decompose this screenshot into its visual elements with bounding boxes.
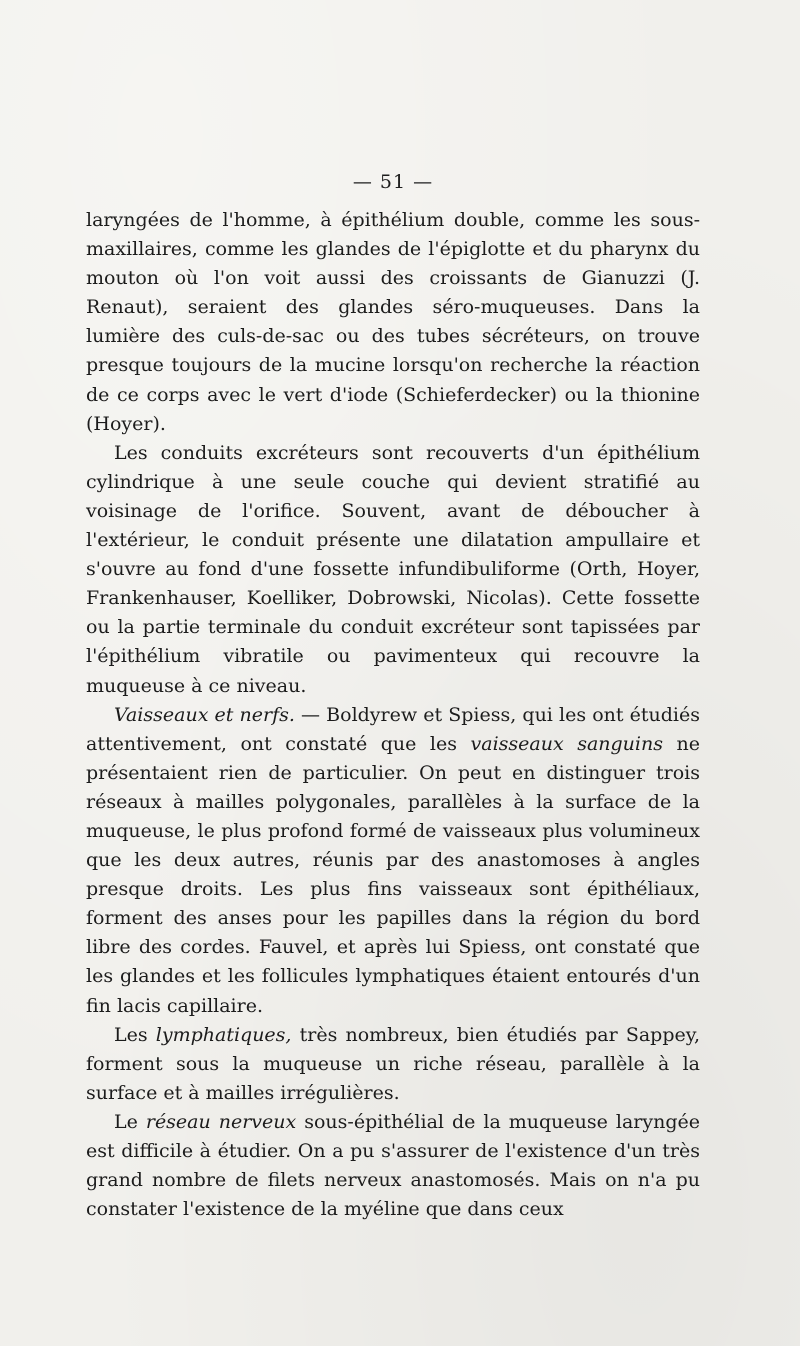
paragraph-1-text: laryngées de l'homme, à épithélium double, comme les sous-maxillaires, comme les glandes de l'épiglotte et du pharynx du mouton où l'on voit aussi des croissants de Gianuzzi (J. Renaut), seraient des glandes séro-muqueuses. Dans la lumière des culs-de-sac ou des tubes sécréteurs, on trouve presque toujours de la mucine lorsqu'on recherche la réaction de ce corps avec le vert d'iode (Schieferdecker) ou la thionine (Hoyer). bbox=[86, 209, 700, 435]
term-lymphatiques: lymphatiques, bbox=[155, 1023, 292, 1046]
paragraph-3 bbox=[86, 701, 700, 1021]
paragraph-3-text-b: ne présentaient rien de particulier. On peut en distinguer trois réseaux à mailles polygonales, parallèles à la surface de la muqueuse, le plus profond formé de vaisseaux plus volumineux que les deux autres, réunis par des anastomoses à angles presque droits. Les plus fins vaisseaux sont épithéliaux, forment des anses pour les papilles dans la région du bord libre des cordes. Fauvel, et après lui Spiess, ont constaté que les glandes et les follicules lymphatiques étaient entourés d'un fin lacis capillaire. bbox=[86, 732, 700, 1017]
paragraph-1 bbox=[86, 206, 700, 439]
paragraph-2 bbox=[86, 439, 700, 701]
paragraph-5-text-b: sous-épithélial de la muqueuse laryngée est difficile à étudier. On a pu s'assurer de l'existence d'un très grand nombre de filets nerveux anastomosés. Mais on n'a pu constater l'existence de la myéline que dans ceux bbox=[86, 1110, 700, 1221]
page-number: — 51 — bbox=[352, 171, 434, 193]
paragraph-5 bbox=[86, 1108, 700, 1224]
body-text bbox=[86, 206, 700, 1224]
paragraph-5-text-a: Le bbox=[114, 1110, 146, 1133]
paragraph-4-text-a: Les bbox=[114, 1023, 156, 1046]
paragraph-4-text-b: très nombreux, bien étudiés par Sappey, forment sous la muqueuse un riche réseau, parallèle à la surface et à mailles irrégulières. bbox=[86, 1023, 701, 1104]
section-heading-vaisseaux-et-nerfs: Vaisseaux et nerfs. bbox=[114, 703, 295, 726]
term-reseau-nerveux: réseau nerveux bbox=[145, 1110, 297, 1133]
paragraph-3-text-a: — Boldyrew et Spiess, qui les ont étudiés attentivement, ont constaté que les bbox=[86, 703, 700, 755]
document-page bbox=[86, 168, 700, 1224]
paragraph-2-text: Les conduits excréteurs sont recouverts d'un épithélium cylindrique à une seule couche qui devient stratifié au voisinage de l'orifice. Souvent, avant de déboucher à l'extérieur, le conduit présente une dilatation ampullaire et s'ouvre au fond d'une fossette infundibuliforme (Orth, Hoyer, Frankenhauser, Koelliker, Dobrowski, Nicolas). Cette fossette ou la partie terminale du conduit excréteur sont tapissées par l'épithélium vibratile ou pavimenteux qui recouvre la muqueuse à ce niveau. bbox=[86, 441, 700, 697]
paragraph-4 bbox=[86, 1021, 700, 1108]
term-vaisseaux-sanguins: vaisseaux sanguins bbox=[470, 732, 663, 755]
